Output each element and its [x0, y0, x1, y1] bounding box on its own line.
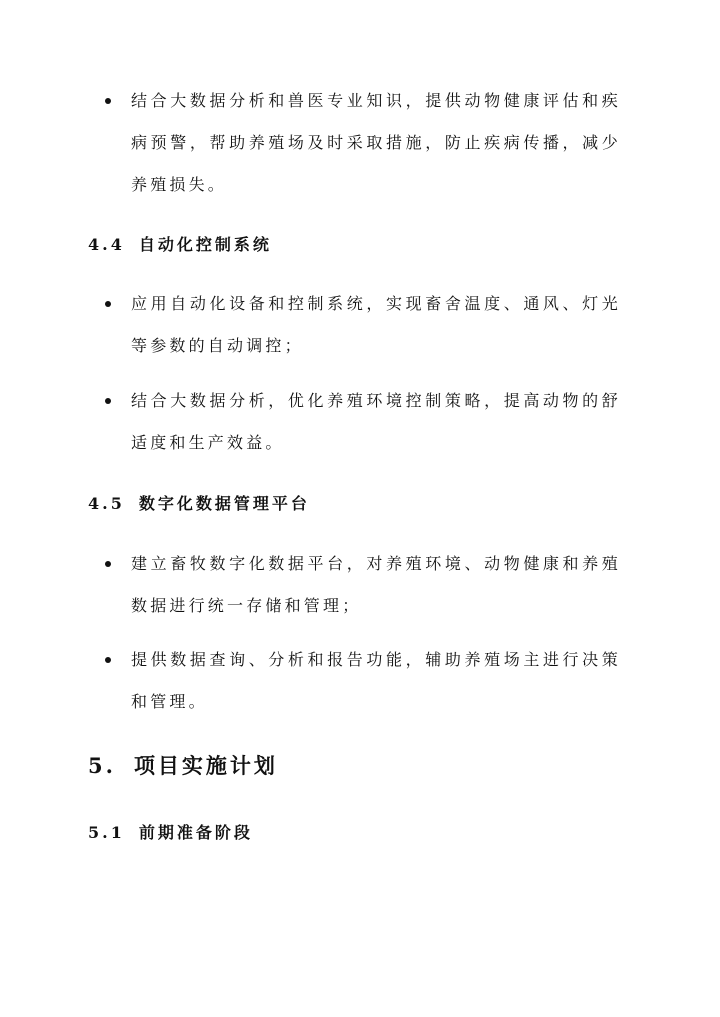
- section-heading-5: [88, 750, 278, 780]
- section-title: 前期准备阶段: [138, 823, 253, 842]
- bullet-text: 应用自动化设备和控制系统，实现畜舍温度、通风、灯光等参数的自动调控；: [131, 294, 621, 355]
- bullet-text: 建立畜牧数字化数据平台，对养殖环境、动物健康和养殖数据进行统一存储和管理；: [131, 554, 621, 615]
- section-heading-4-5: [88, 491, 310, 514]
- bullet-dot: [105, 657, 111, 663]
- bullet-dot: [105, 561, 111, 567]
- section-heading-5-1: [88, 820, 253, 843]
- section-number: 4.5: [88, 494, 125, 513]
- bullet-dot: [105, 398, 111, 404]
- section-title: 项目实施计划: [133, 753, 278, 778]
- section-number: 5.1: [88, 823, 125, 842]
- section-number: 5.: [88, 753, 116, 778]
- section-title: 数字化数据管理平台: [138, 494, 310, 513]
- section-number: 4.4: [88, 235, 125, 254]
- section-title: 自动化控制系统: [138, 235, 272, 254]
- bullet-dot: [105, 98, 111, 104]
- section-heading-4-4: [88, 232, 272, 255]
- bullet-text: 结合大数据分析和兽医专业知识，提供动物健康评估和疾病预警，帮助养殖场及时采取措施，防止疾病传播，减少养殖损失。: [131, 91, 621, 194]
- bullet-dot: [105, 301, 111, 307]
- bullet-text: 提供数据查询、分析和报告功能，辅助养殖场主进行决策和管理。: [131, 650, 621, 711]
- bullet-text: 结合大数据分析，优化养殖环境控制策略，提高动物的舒适度和生产效益。: [131, 391, 621, 452]
